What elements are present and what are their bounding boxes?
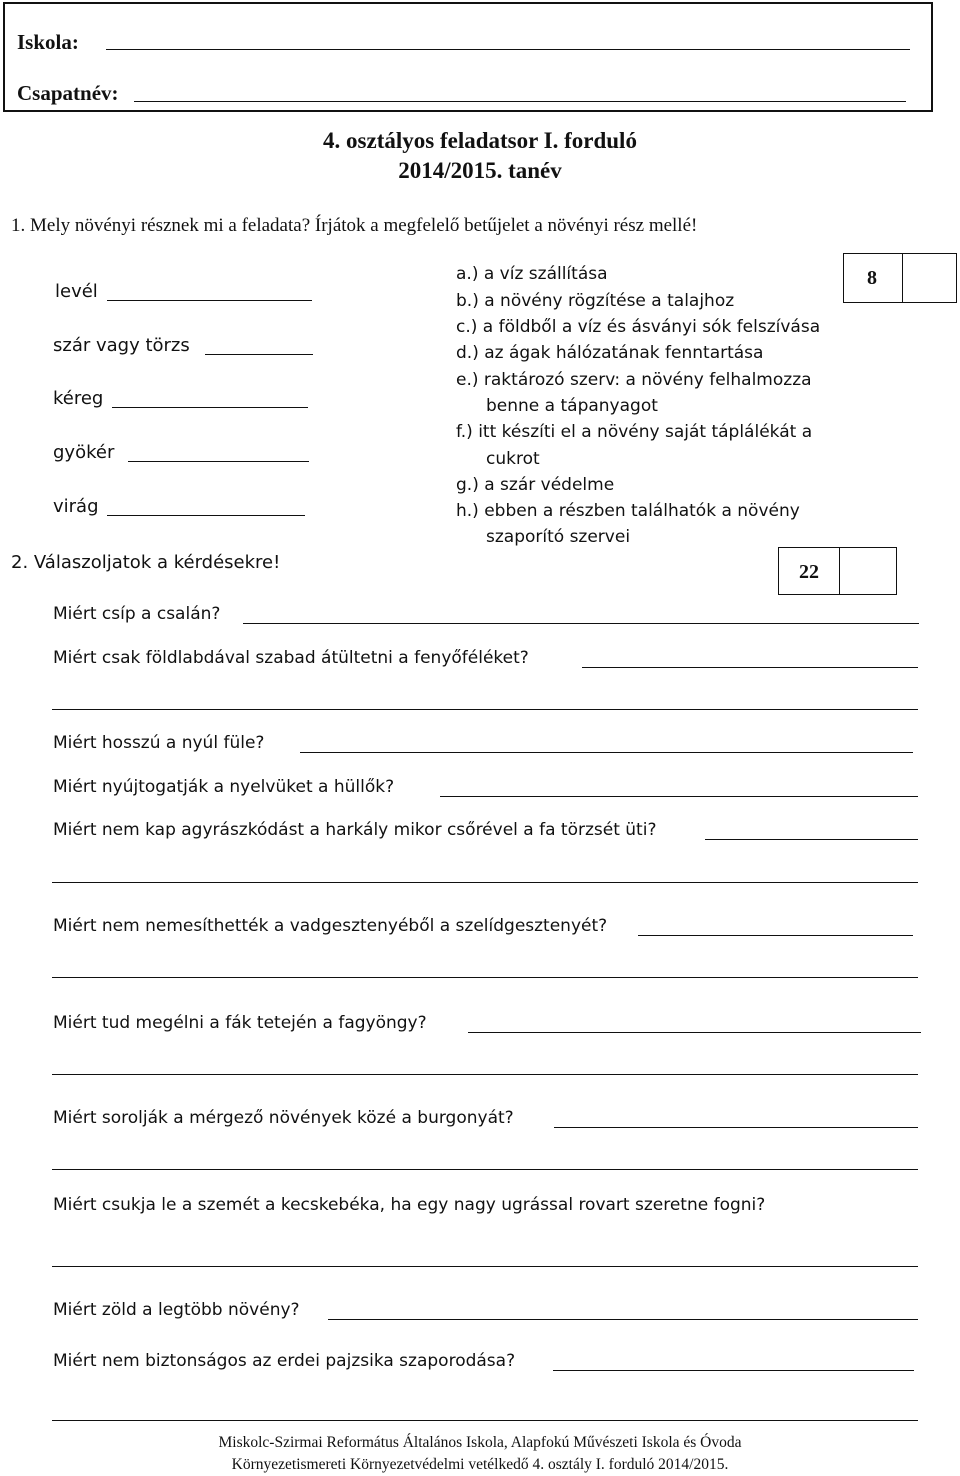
- option-item: f.) itt készíti el a növény saját táplálékát a: [456, 422, 813, 442]
- question-text: Miért sorolják a mérgező növények közé a burgonyát?: [53, 1108, 514, 1128]
- header-box: [3, 2, 933, 112]
- option-item: d.) az ágak hálózatának fenntartása: [456, 343, 764, 363]
- score-divider: [839, 548, 840, 594]
- answer-line[interactable]: [52, 1420, 918, 1421]
- answer-line[interactable]: [328, 1319, 918, 1320]
- part-answer-line[interactable]: [205, 354, 313, 355]
- part-answer-line[interactable]: [107, 515, 305, 516]
- part-label: levél: [55, 281, 98, 302]
- option-item-continued: benne a tápanyagot: [486, 396, 658, 416]
- answer-line[interactable]: [468, 1032, 921, 1033]
- school-label: Iskola:: [17, 30, 79, 54]
- part-label: gyökér: [53, 442, 115, 463]
- part-answer-line[interactable]: [112, 407, 308, 408]
- score-box-task2: [778, 547, 897, 595]
- question-text: Miért zöld a legtöbb növény?: [53, 1300, 300, 1320]
- question-text: Miért nyújtogatják a nyelvüket a hüllők?: [53, 777, 395, 797]
- question-text: Miért nem kap agyrászkódást a harkály mikor csőrével a fa törzsét üti?: [53, 820, 657, 840]
- option-item: e.) raktározó szerv: a növény felhalmozza: [456, 370, 812, 390]
- task2-prompt: 2. Válaszoljatok a kérdésekre!: [11, 552, 281, 573]
- part-label: kéreg: [53, 388, 104, 409]
- answer-line[interactable]: [52, 709, 918, 710]
- answer-line[interactable]: [52, 1074, 918, 1075]
- option-item: b.) a növény rögzítése a talajhoz: [456, 291, 735, 311]
- footer-line2: Környezetismereti Környezetvédelmi vetélkedő 4. osztály I. forduló 2014/2015.: [231, 1456, 729, 1473]
- score-box-task1: [843, 253, 957, 303]
- answer-line[interactable]: [52, 1169, 918, 1170]
- answer-line[interactable]: [52, 882, 918, 883]
- question-text: Miért hosszú a nyúl füle?: [53, 733, 265, 753]
- team-name-label: Csapatnév:: [17, 81, 119, 105]
- score-divider: [902, 254, 903, 302]
- option-item-continued: cukrot: [486, 449, 540, 469]
- answer-line[interactable]: [300, 752, 913, 753]
- answer-line[interactable]: [554, 1127, 918, 1128]
- page-title: 4. osztályos feladatsor I. forduló: [323, 128, 637, 153]
- answer-line[interactable]: [582, 667, 918, 668]
- option-item: a.) a víz szállítása: [456, 264, 608, 284]
- page-subtitle: 2014/2015. tanév: [398, 158, 562, 183]
- question-text: Miért csíp a csalán?: [53, 604, 221, 624]
- score-value: 8: [867, 267, 877, 289]
- part-label: virág: [53, 496, 99, 517]
- part-answer-line[interactable]: [107, 300, 312, 301]
- option-item-continued: szaporító szervei: [486, 527, 631, 547]
- question-text: Miért tud megélni a fák tetején a fagyöngy?: [53, 1013, 427, 1033]
- answer-line[interactable]: [440, 796, 918, 797]
- answer-line[interactable]: [52, 977, 918, 978]
- option-item: h.) ebben a részben találhatók a növény: [456, 501, 800, 521]
- answer-line[interactable]: [638, 935, 913, 936]
- part-answer-line[interactable]: [128, 461, 309, 462]
- question-text: Miért nem biztonságos az erdei pajzsika szaporodása?: [53, 1351, 516, 1371]
- team-name-input-line[interactable]: [134, 101, 906, 102]
- option-item: c.) a földből a víz és ásványi sók felszívása: [456, 317, 821, 337]
- score-value: 22: [799, 561, 819, 583]
- task1-prompt: 1. Mely növényi résznek mi a feladata? Írjátok a megfelelő betűjelet a növényi rész mellé!: [11, 215, 698, 236]
- question-text: Miért csukja le a szemét a kecskebéka, ha egy nagy ugrással rovart szeretne fogni?: [53, 1195, 766, 1215]
- answer-line[interactable]: [705, 839, 918, 840]
- question-text: Miért nem nemesíthették a vadgesztenyéből a szelídgesztenyét?: [53, 916, 608, 936]
- answer-line[interactable]: [52, 1266, 918, 1267]
- option-item: g.) a szár védelme: [456, 475, 615, 495]
- footer-line1: Miskolc-Szirmai Református Általános Iskola, Alapfokú Művészeti Iskola és Óvoda: [218, 1434, 742, 1451]
- part-label: szár vagy törzs: [53, 335, 190, 356]
- question-text: Miért csak földlabdával szabad átültetni a fenyőféléket?: [53, 648, 529, 668]
- school-input-line[interactable]: [106, 49, 910, 50]
- answer-line[interactable]: [553, 1370, 914, 1371]
- answer-line[interactable]: [243, 623, 919, 624]
